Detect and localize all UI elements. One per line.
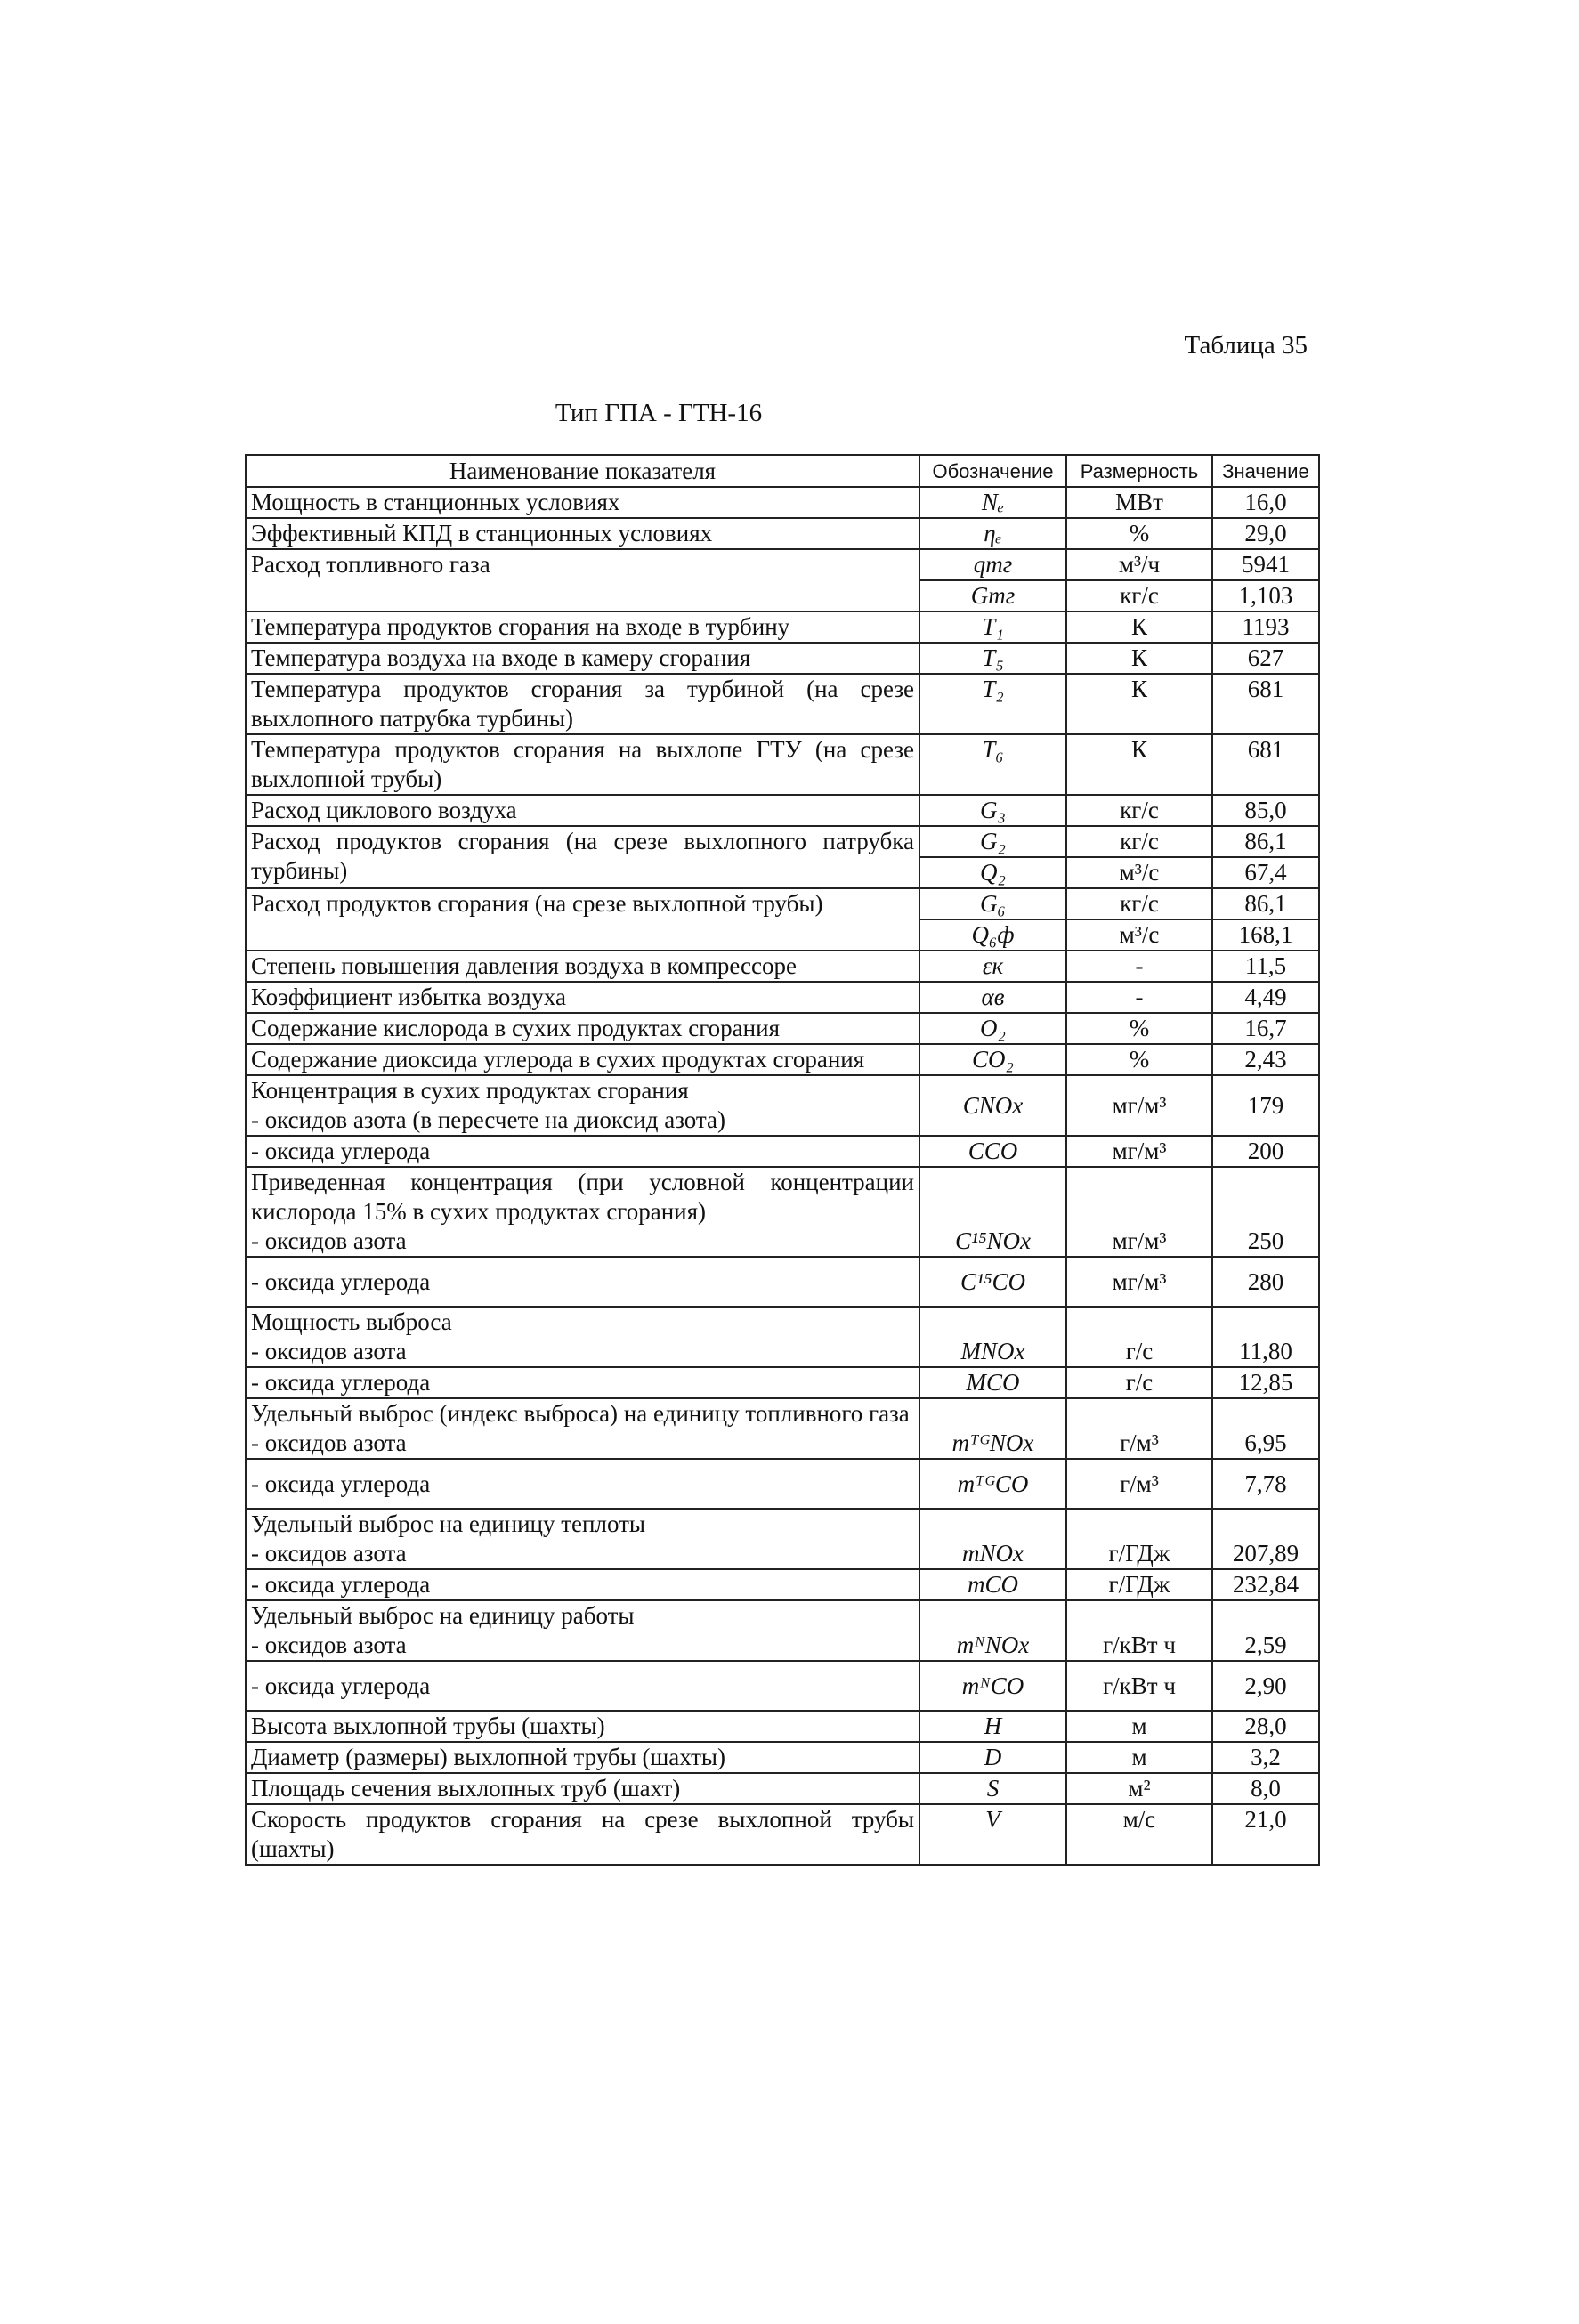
row-name: Площадь сечения выхлопных труб (шахт) xyxy=(246,1773,919,1804)
table-row xyxy=(246,1307,1319,1367)
row-name: Расход продуктов сгорания (на срезе выхлопного патрубка турбины) xyxy=(246,826,919,888)
table-row xyxy=(246,1569,1319,1600)
header-value: Значение xyxy=(1212,455,1319,487)
row-value: 179 xyxy=(1212,1075,1319,1136)
group-heading: Концентрация в сухих продуктах сгорания xyxy=(251,1077,689,1104)
row-symbol: G₂ xyxy=(919,826,1066,857)
row-value: 11,80 xyxy=(1212,1307,1319,1367)
row-unit: - xyxy=(1066,951,1212,982)
row-name: Мощность в станционных условиях xyxy=(246,487,919,518)
table-row xyxy=(246,1136,1319,1167)
row-name: Содержание диоксида углерода в сухих продуктах сгорания xyxy=(246,1044,919,1075)
nox-label: - оксидов азота xyxy=(251,1227,407,1254)
row-value: 67,4 xyxy=(1212,857,1319,888)
group-heading: Удельный выброс на единицу теплоты xyxy=(251,1510,646,1537)
table-row xyxy=(246,1257,1319,1307)
row-unit: К xyxy=(1066,643,1212,674)
row-value: 6,95 xyxy=(1212,1398,1319,1459)
row-value: 12,85 xyxy=(1212,1367,1319,1398)
table-row xyxy=(246,951,1319,982)
row-name: Диаметр (размеры) выхлопной трубы (шахты) xyxy=(246,1742,919,1773)
row-symbol: V xyxy=(919,1804,1066,1865)
table-row xyxy=(246,1509,1319,1569)
row-value: 168,1 xyxy=(1212,919,1319,951)
table-row xyxy=(246,518,1319,549)
group-heading: Удельный выброс на единицу работы xyxy=(251,1602,635,1629)
table-row xyxy=(246,1742,1319,1773)
row-value: 232,84 xyxy=(1212,1569,1319,1600)
group-heading: Приведенная концентрация (при условной концентрации кислорода 15% в сухих продуктах сгорания) xyxy=(251,1169,914,1225)
row-unit: м³/с xyxy=(1066,919,1212,951)
parameters-table xyxy=(245,454,1320,1866)
header-row xyxy=(246,455,1319,487)
row-name: Температура продуктов сгорания на входе в турбину xyxy=(246,611,919,643)
row-value: 21,0 xyxy=(1212,1804,1319,1865)
table-row xyxy=(246,1398,1319,1459)
row-value: 250 xyxy=(1212,1167,1319,1257)
table-number: Таблица 35 xyxy=(1184,331,1308,360)
row-symbol: G₆ xyxy=(919,888,1066,919)
row-unit: м² xyxy=(1066,1773,1212,1804)
row-unit: мг/м³ xyxy=(1066,1075,1212,1136)
table-row xyxy=(246,734,1319,795)
row-symbol: αв xyxy=(919,982,1066,1013)
table-row xyxy=(246,982,1319,1013)
header-symbol: Обозначение xyxy=(919,455,1066,487)
table-row xyxy=(246,487,1319,518)
table-row xyxy=(246,1044,1319,1075)
row-name: Степень повышения давления воздуха в компрессоре xyxy=(246,951,919,982)
row-unit: кг/с xyxy=(1066,826,1212,857)
row-symbol: MCO xyxy=(919,1367,1066,1398)
row-value: 681 xyxy=(1212,674,1319,734)
row-value: 5941 xyxy=(1212,549,1319,580)
row-symbol: mᵀᴳNOx xyxy=(919,1398,1066,1459)
row-unit: % xyxy=(1066,1013,1212,1044)
row-symbol: C¹⁵CO xyxy=(919,1257,1066,1307)
row-symbol: mᴺCO xyxy=(919,1661,1066,1711)
row-name: Расход топливного газа xyxy=(246,549,919,611)
row-value: 2,59 xyxy=(1212,1600,1319,1661)
row-value: 16,7 xyxy=(1212,1013,1319,1044)
row-name: Скорость продуктов сгорания на срезе выхлопной трубы (шахты) xyxy=(246,1804,919,1865)
row-name: Температура воздуха на входе в камеру сгорания xyxy=(246,643,919,674)
row-value: 627 xyxy=(1212,643,1319,674)
row-unit: кг/с xyxy=(1066,795,1212,826)
row-value: 86,1 xyxy=(1212,826,1319,857)
table-row xyxy=(246,1711,1319,1742)
row-symbol: S xyxy=(919,1773,1066,1804)
row-symbol: D xyxy=(919,1742,1066,1773)
row-symbol: Q₂ xyxy=(919,857,1066,888)
row-value: 29,0 xyxy=(1212,518,1319,549)
table-row xyxy=(246,1600,1319,1661)
table-row xyxy=(246,888,1319,919)
table-row xyxy=(246,795,1319,826)
row-name xyxy=(246,1307,919,1367)
table-row xyxy=(246,1013,1319,1044)
row-symbol: mNOx xyxy=(919,1509,1066,1569)
group-heading: Удельный выброс (индекс выброса) на единицу топливного газа xyxy=(251,1400,910,1427)
row-unit: г/кВт ч xyxy=(1066,1661,1212,1711)
row-value: 2,90 xyxy=(1212,1661,1319,1711)
co-label: - оксида углерода xyxy=(246,1661,919,1711)
table-row xyxy=(246,1804,1319,1865)
row-name xyxy=(246,1509,919,1569)
row-symbol: MNOx xyxy=(919,1307,1066,1367)
co-label: - оксида углерода xyxy=(246,1459,919,1509)
row-unit: К xyxy=(1066,611,1212,643)
table-row xyxy=(246,1459,1319,1509)
row-value: 2,43 xyxy=(1212,1044,1319,1075)
row-symbol: H xyxy=(919,1711,1066,1742)
row-unit: % xyxy=(1066,1044,1212,1075)
table-row xyxy=(246,674,1319,734)
row-name xyxy=(246,1075,919,1136)
row-value: 11,5 xyxy=(1212,951,1319,982)
row-name: Эффективный КПД в станционных условиях xyxy=(246,518,919,549)
row-value: 86,1 xyxy=(1212,888,1319,919)
header-unit: Размерность xyxy=(1066,455,1212,487)
row-symbol: C¹⁵NOx xyxy=(919,1167,1066,1257)
row-unit: м³/с xyxy=(1066,857,1212,888)
table-row xyxy=(246,1367,1319,1398)
row-name: Расход продуктов сгорания (на срезе выхлопной трубы) xyxy=(246,888,919,951)
row-symbol: T₅ xyxy=(919,643,1066,674)
row-value: 200 xyxy=(1212,1136,1319,1167)
table-row xyxy=(246,1661,1319,1711)
row-symbol: G₃ xyxy=(919,795,1066,826)
row-unit: г/м³ xyxy=(1066,1459,1212,1509)
row-unit: м xyxy=(1066,1742,1212,1773)
row-symbol: mᵀᴳCO xyxy=(919,1459,1066,1509)
row-unit: кг/с xyxy=(1066,580,1212,611)
nox-label: - оксидов азота xyxy=(251,1338,407,1364)
row-unit: г/с xyxy=(1066,1367,1212,1398)
nox-label: - оксидов азота xyxy=(251,1632,407,1658)
table-row xyxy=(246,643,1319,674)
row-unit: м/с xyxy=(1066,1804,1212,1865)
co-label: - оксида углерода xyxy=(246,1569,919,1600)
row-symbol: εк xyxy=(919,951,1066,982)
row-symbol: CNOx xyxy=(919,1075,1066,1136)
table-row xyxy=(246,826,1319,857)
row-symbol: CCO xyxy=(919,1136,1066,1167)
row-value: 28,0 xyxy=(1212,1711,1319,1742)
document-title: Тип ГПА - ГТН-16 xyxy=(555,399,763,427)
table-row xyxy=(246,549,1319,580)
row-symbol: mCO xyxy=(919,1569,1066,1600)
row-symbol: mᴺNOx xyxy=(919,1600,1066,1661)
group-heading: Мощность выброса xyxy=(251,1308,452,1335)
row-unit: м xyxy=(1066,1711,1212,1742)
row-symbol: Gтг xyxy=(919,580,1066,611)
row-unit: мг/м³ xyxy=(1066,1136,1212,1167)
row-symbol: Nₑ xyxy=(919,487,1066,518)
row-value: 85,0 xyxy=(1212,795,1319,826)
row-name: Температура продуктов сгорания на выхлопе ГТУ (на срезе выхлопной трубы) xyxy=(246,734,919,795)
row-unit: К xyxy=(1066,734,1212,795)
row-unit: % xyxy=(1066,518,1212,549)
row-value: 8,0 xyxy=(1212,1773,1319,1804)
co-label: - оксида углерода xyxy=(246,1136,919,1167)
row-name: Коэффициент избытка воздуха xyxy=(246,982,919,1013)
table-row xyxy=(246,611,1319,643)
row-name xyxy=(246,1167,919,1257)
table-row xyxy=(246,1167,1319,1257)
row-name: Содержание кислорода в сухих продуктах сгорания xyxy=(246,1013,919,1044)
row-unit: г/с xyxy=(1066,1307,1212,1367)
row-unit: г/кВт ч xyxy=(1066,1600,1212,1661)
row-symbol: T₂ xyxy=(919,674,1066,734)
row-value: 3,2 xyxy=(1212,1742,1319,1773)
row-name xyxy=(246,1600,919,1661)
row-name: Высота выхлопной трубы (шахты) xyxy=(246,1711,919,1742)
row-unit: г/ГДж xyxy=(1066,1569,1212,1600)
row-value: 681 xyxy=(1212,734,1319,795)
row-unit: г/ГДж xyxy=(1066,1509,1212,1569)
nox-label: - оксидов азота xyxy=(251,1429,407,1456)
row-unit: мг/м³ xyxy=(1066,1257,1212,1307)
row-unit: мг/м³ xyxy=(1066,1167,1212,1257)
row-value: 16,0 xyxy=(1212,487,1319,518)
row-value: 1193 xyxy=(1212,611,1319,643)
row-unit: К xyxy=(1066,674,1212,734)
row-name xyxy=(246,1398,919,1459)
row-unit: г/м³ xyxy=(1066,1398,1212,1459)
row-value: 4,49 xyxy=(1212,982,1319,1013)
row-symbol: Q₆ф xyxy=(919,919,1066,951)
row-unit: кг/с xyxy=(1066,888,1212,919)
row-value: 207,89 xyxy=(1212,1509,1319,1569)
row-value: 1,103 xyxy=(1212,580,1319,611)
row-name: Расход циклового воздуха xyxy=(246,795,919,826)
row-value: 280 xyxy=(1212,1257,1319,1307)
table-row xyxy=(246,1075,1319,1136)
row-value: 7,78 xyxy=(1212,1459,1319,1509)
co-label: - оксида углерода xyxy=(246,1367,919,1398)
row-symbol: CO₂ xyxy=(919,1044,1066,1075)
row-symbol: qтг xyxy=(919,549,1066,580)
row-symbol: O₂ xyxy=(919,1013,1066,1044)
nox-label: - оксидов азота xyxy=(251,1540,407,1567)
row-name: Температура продуктов сгорания за турбиной (на срезе выхлопного патрубка турбины) xyxy=(246,674,919,734)
row-symbol: T₆ xyxy=(919,734,1066,795)
row-symbol: T₁ xyxy=(919,611,1066,643)
header-name: Наименование показателя xyxy=(246,455,919,487)
co-label: - оксида углерода xyxy=(246,1257,919,1307)
row-symbol: ηₑ xyxy=(919,518,1066,549)
nox-label: - оксидов азота (в пересчете на диоксид азота) xyxy=(251,1106,725,1133)
row-unit: МВт xyxy=(1066,487,1212,518)
row-unit: м³/ч xyxy=(1066,549,1212,580)
table-row xyxy=(246,1773,1319,1804)
row-unit: - xyxy=(1066,982,1212,1013)
